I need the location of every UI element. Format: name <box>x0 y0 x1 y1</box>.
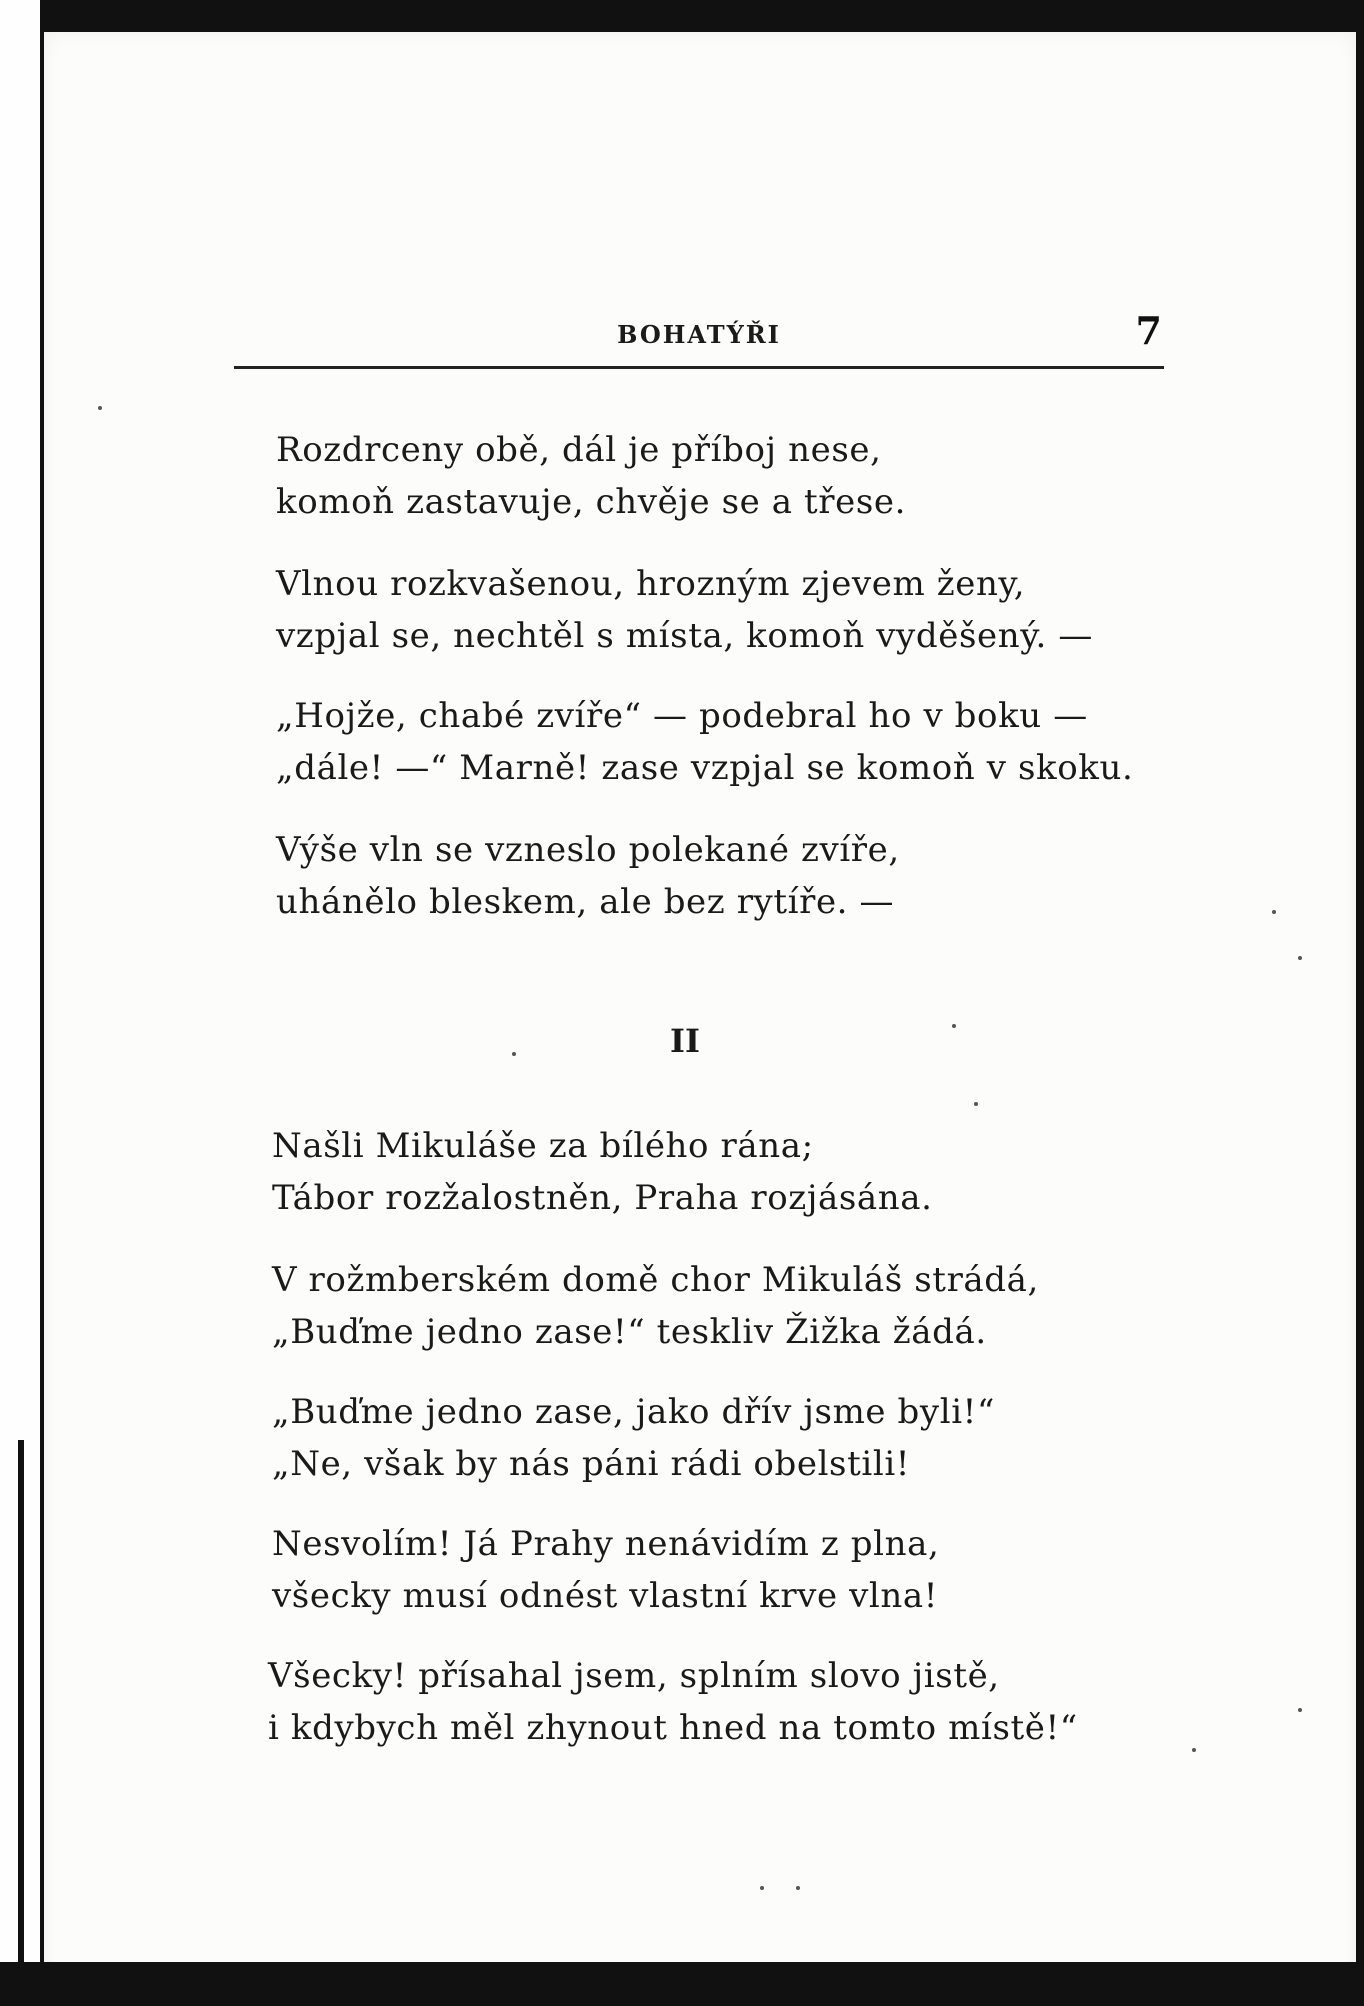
scan-speck <box>1272 910 1276 914</box>
book-spine-shadow <box>18 1440 24 2000</box>
scan-speck <box>1192 1748 1196 1752</box>
verse-line: Nesvolím! Já Prahy nenávidím z plna, <box>272 1524 940 1564</box>
verse-line: Výše vln se vzneslo polekané zvíře, <box>276 830 900 870</box>
scan-left-margin <box>0 0 44 2006</box>
scan-speck <box>1298 956 1302 960</box>
section-number: II <box>670 1022 700 1060</box>
verse-line: Vlnou rozkvašenou, hrozným zjevem ženy, <box>276 564 1026 604</box>
page-number: 7 <box>1135 308 1162 353</box>
verse-line: všecky musí odnést vlastní krve vlna! <box>272 1576 939 1616</box>
verse-line: vzpjal se, nechtěl s místa, komoň vyděšený. — <box>276 616 1093 656</box>
scan-speck <box>952 1024 956 1028</box>
stanza <box>268 1650 1168 1754</box>
stanza <box>276 690 1176 794</box>
verse-line: V rožmberském domě chor Mikuláš strádá, <box>272 1260 1039 1300</box>
verse-line: komoň zastavuje, chvěje se a třese. <box>276 482 907 522</box>
scan-speck <box>974 1102 978 1106</box>
verse-line: Našli Mikuláše za bílého rána; <box>272 1126 814 1166</box>
verse-line: „Buďme jedno zase!“ teskliv Žižka žádá. <box>272 1312 987 1352</box>
verse-line: Všecky! přísahal jsem, splním slovo jistě, <box>268 1656 1000 1696</box>
stanza <box>276 558 1176 662</box>
running-title: BOHATÝŘI <box>617 320 781 349</box>
verse-line: „Buďme jedno zase, jako dřív jsme byli!“ <box>272 1392 995 1432</box>
verse-line: Tábor rozžalostněn, Praha rozjásána. <box>272 1178 933 1218</box>
stanza <box>276 424 1176 528</box>
scan-speck <box>760 1886 764 1890</box>
verse-line: „dále! —“ Marně! zase vzpjal se komoň v skoku. <box>276 748 1134 788</box>
scan-speck <box>796 1886 800 1890</box>
verse-line: „Ne, však by nás páni rádi obelstili! <box>272 1444 911 1484</box>
verse-line: „Hojže, chabé zvíře“ — podebral ho v boku — <box>276 696 1088 736</box>
stanza <box>272 1120 1172 1224</box>
scan-bottom-border <box>0 1962 1364 2006</box>
scan-top-border <box>44 0 1364 32</box>
verse-line: i kdybych měl zhynout hned na tomto místě!“ <box>268 1708 1078 1748</box>
stanza <box>272 1386 1172 1490</box>
stanza <box>272 1254 1172 1358</box>
scan-speck <box>1298 1708 1302 1712</box>
stanza <box>272 1518 1172 1622</box>
verse-line: Rozdrceny obě, dál je příboj nese, <box>276 430 882 470</box>
page-header <box>234 300 1164 369</box>
verse-line: uhánělo bleskem, ale bez rytíře. — <box>276 882 895 922</box>
scan-speck <box>98 406 102 410</box>
stanza <box>276 824 1176 928</box>
scan-speck <box>512 1052 516 1056</box>
